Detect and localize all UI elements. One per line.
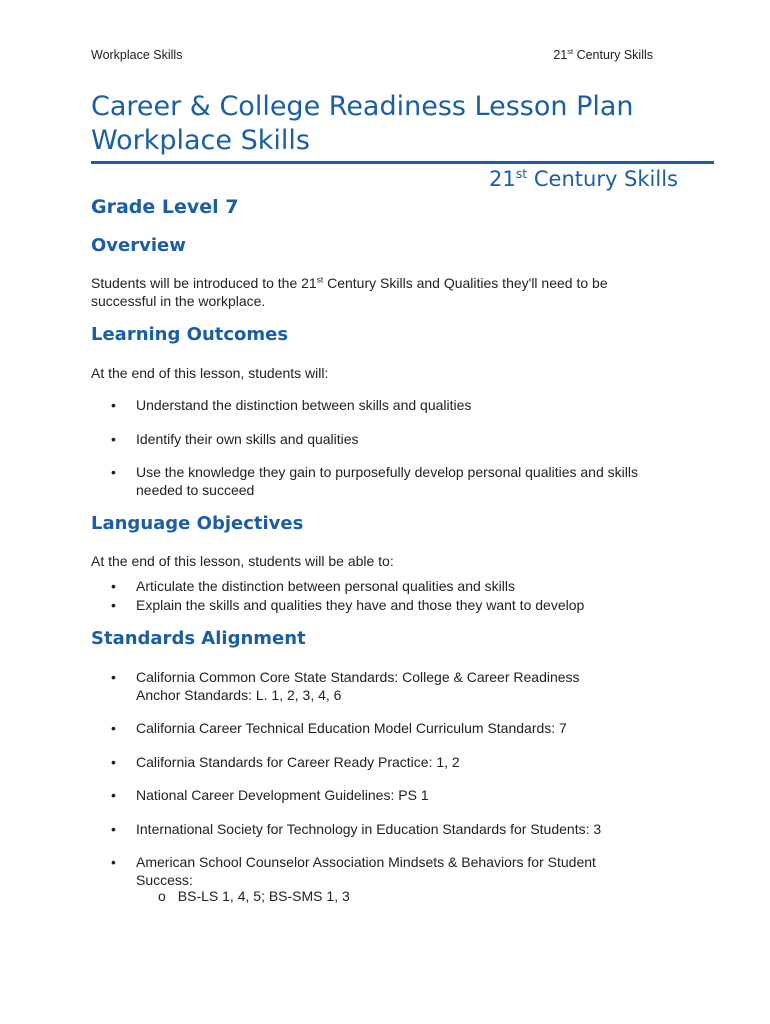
title-divider	[91, 161, 714, 164]
bullet-icon: •	[111, 787, 116, 803]
learning-outcomes-intro: At the end of this lesson, students will:	[91, 365, 329, 381]
sub-list-item: o BS-LS 1, 4, 5; BS-SMS 1, 3	[158, 888, 350, 904]
list-item: • National Career Development Guidelines: PS 1	[111, 787, 429, 803]
grade-level-heading: Grade Level 7	[91, 196, 239, 218]
title-line-2: Workplace Skills	[91, 125, 310, 156]
bullet-icon: •	[111, 597, 116, 613]
list-item: • Understand the distinction between skills and qualities	[111, 397, 472, 413]
running-header-left: Workplace Skills	[91, 48, 183, 62]
bullet-icon: •	[111, 578, 116, 594]
bullet-icon: •	[111, 669, 116, 685]
bullet-icon: •	[111, 397, 116, 413]
bullet-icon: •	[111, 754, 116, 770]
list-item: • California Career Technical Education Model Curriculum Standards: 7	[111, 720, 567, 736]
running-header-right: 21st Century Skills	[553, 46, 653, 62]
document-title	[91, 90, 713, 158]
list-item: • California Standards for Career Ready Practice: 1, 2	[111, 754, 460, 770]
language-objectives-intro: At the end of this lesson, students will be able to:	[91, 553, 394, 569]
sub-bullet-icon: o	[158, 888, 166, 904]
language-objectives-heading: Language Objectives	[91, 513, 304, 534]
bullet-icon: •	[111, 464, 116, 480]
learning-outcomes-heading: Learning Outcomes	[91, 324, 289, 345]
list-item: • California Common Core State Standards: College & Career Readiness Anchor Standards: L. 1, 2, 3, 4, 6	[111, 669, 580, 703]
learning-outcomes-list	[91, 396, 691, 499]
list-item: • Articulate the distinction between personal qualities and skills	[111, 578, 515, 594]
bullet-icon: •	[111, 720, 116, 736]
document-subtitle: 21st Century Skills	[488, 166, 678, 191]
list-item: • Use the knowledge they gain to purposefully develop personal qualities and skills needed to succeed	[111, 464, 638, 498]
overview-text: Students will be introduced to the 21st Century Skills and Qualities they'll need to be successful in the workplace.	[91, 274, 608, 309]
standards-list	[91, 668, 691, 889]
list-item: • International Society for Technology in Education Standards for Students: 3	[111, 821, 602, 837]
standards-alignment-heading: Standards Alignment	[91, 628, 306, 649]
title-line-1: Career & College Readiness Lesson Plan	[91, 91, 634, 122]
bullet-icon: •	[111, 854, 116, 870]
list-item: • Explain the skills and qualities they have and those they want to develop	[111, 597, 585, 613]
list-item: • American School Counselor Association Mindsets & Behaviors for Student Success:	[111, 854, 596, 888]
bullet-icon: •	[111, 431, 116, 447]
list-item: • Identify their own skills and qualities	[111, 431, 359, 447]
bullet-icon: •	[111, 821, 116, 837]
overview-heading: Overview	[91, 235, 186, 256]
language-objectives-list	[91, 577, 691, 614]
